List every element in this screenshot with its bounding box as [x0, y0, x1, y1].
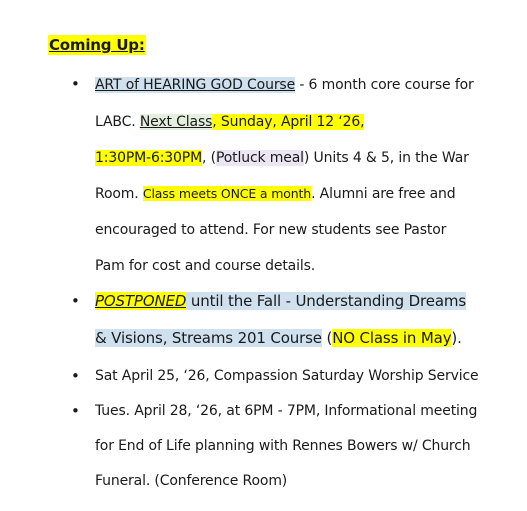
section-heading: Coming Up: [49, 36, 145, 54]
list-item-line: Pam for cost and course details. [95, 258, 316, 274]
list-item-line: encouraged to attend. For new students see Pastor [95, 222, 447, 238]
list-item-line: Funeral. (Conference Room) [95, 473, 288, 489]
list-item-line: POSTPONED until the Fall - Understanding Dreams [95, 292, 466, 310]
list-item-line: Sat April 25, ‘26, Compassion Saturday Worship Service [95, 368, 479, 384]
list-bullet: • [71, 75, 80, 93]
frequency-note: Class meets ONCE a month [142, 186, 312, 201]
list-item-line: Room. Class meets ONCE a month. Alumni are free and [95, 186, 456, 202]
course-title: ART of HEARING GOD Course [95, 77, 296, 93]
postponed-badge: POSTPONED [95, 292, 187, 310]
list-bullet: • [71, 367, 80, 385]
list-item-line: & Visions, Streams 201 Course (NO Class in May). [95, 329, 462, 347]
list-item-line: for End of Life planning with Rennes Bowers w/ Church [95, 438, 471, 454]
list-bullet: • [71, 402, 80, 420]
list-item-line: Tues. April 28, ‘26, at 6PM - 7PM, Informational meeting [95, 403, 478, 419]
list-bullet: • [71, 292, 80, 310]
list-item-line: LABC. Next Class, Sunday, April 12 ‘26, [95, 114, 365, 130]
class-time: 1:30PM-6:30PM [95, 150, 203, 166]
potluck-label: Potluck meal [215, 150, 304, 166]
list-item-line: 1:30PM-6:30PM, (Potluck meal) Units 4 & 5, in the War [95, 150, 469, 166]
next-class-label: Next Class [139, 114, 213, 130]
no-class-note: NO Class in May [332, 329, 452, 347]
class-date: Sunday, April 12 ‘26, [220, 114, 365, 130]
list-item-line: ART of HEARING GOD Course - 6 month core course for [95, 77, 474, 93]
